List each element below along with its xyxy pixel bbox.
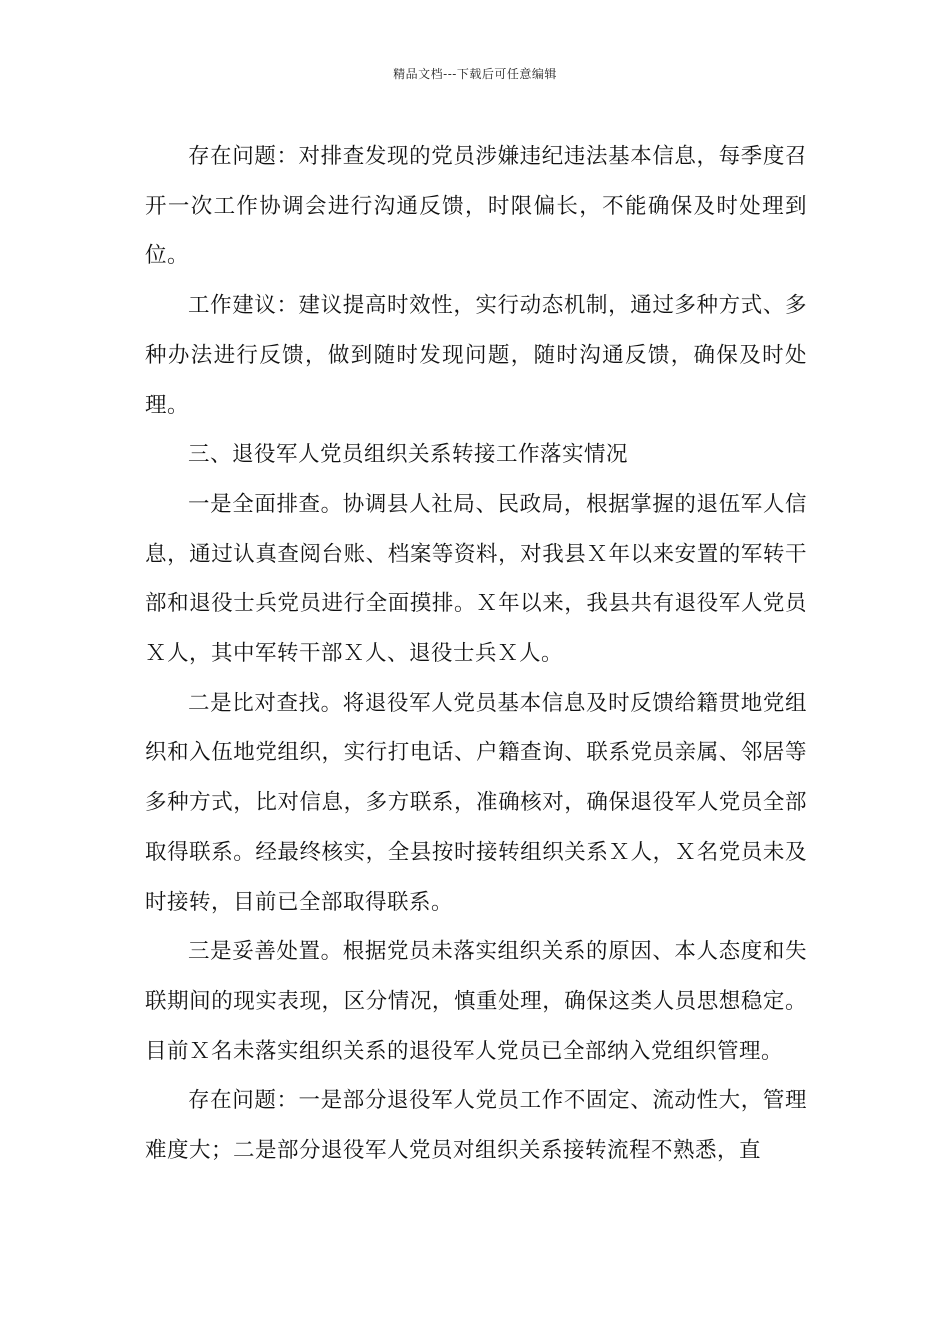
paragraph-comparison: 二是比对查找。将退役军人党员基本信息及时反馈给籍贯地党组织和入伍地党组织，实行打电话、户籍查询、联系党员亲属、邻居等多种方式，比对信息，多方联系，准确核对，确保退役军人党员全部取得联系。经最终核实，全县按时接转组织关系Ｘ人，Ｘ名党员未及时接转，目前已全部取得联系。 bbox=[145, 690, 807, 915]
document-body bbox=[145, 132, 807, 1176]
paragraph-problem-1: 存在问题：对排查发现的党员涉嫌违纪违法基本信息，每季度召开一次工作协调会进行沟通反馈，时限偏长，不能确保及时处理到位。 bbox=[145, 144, 807, 269]
page-header: 精品文档---下载后可任意编辑 bbox=[393, 67, 557, 81]
paragraph-suggestion: 工作建议：建议提高时效性，实行动态机制，通过多种方式、多种办法进行反馈，做到随时发现问题，随时沟通反馈，确保及时处理。 bbox=[145, 293, 807, 418]
paragraph-handling: 三是妥善处置。根据党员未落实组织关系的原因、本人态度和失联期间的现实表现，区分情况，慎重处理，确保这类人员思想稳定。目前Ｘ名未落实组织关系的退役军人党员已全部纳入党组织管理。 bbox=[145, 939, 807, 1064]
paragraph-problem-2: 存在问题：一是部分退役军人党员工作不固定、流动性大，管理难度大；二是部分退役军人党员对组织关系接转流程不熟悉，直 bbox=[145, 1088, 807, 1164]
paragraph-investigation: 一是全面排查。协调县人社局、民政局，根据掌握的退伍军人信息，通过认真查阅台账、档案等资料，对我县Ｘ年以来安置的军转干部和退役士兵党员进行全面摸排。Ｘ年以来，我县共有退役军人党员Ｘ人，其中军转干部Ｘ人、退役士兵Ｘ人。 bbox=[145, 491, 807, 667]
section-heading-3: 三、退役军人党员组织关系转接工作落实情况 bbox=[188, 442, 629, 468]
